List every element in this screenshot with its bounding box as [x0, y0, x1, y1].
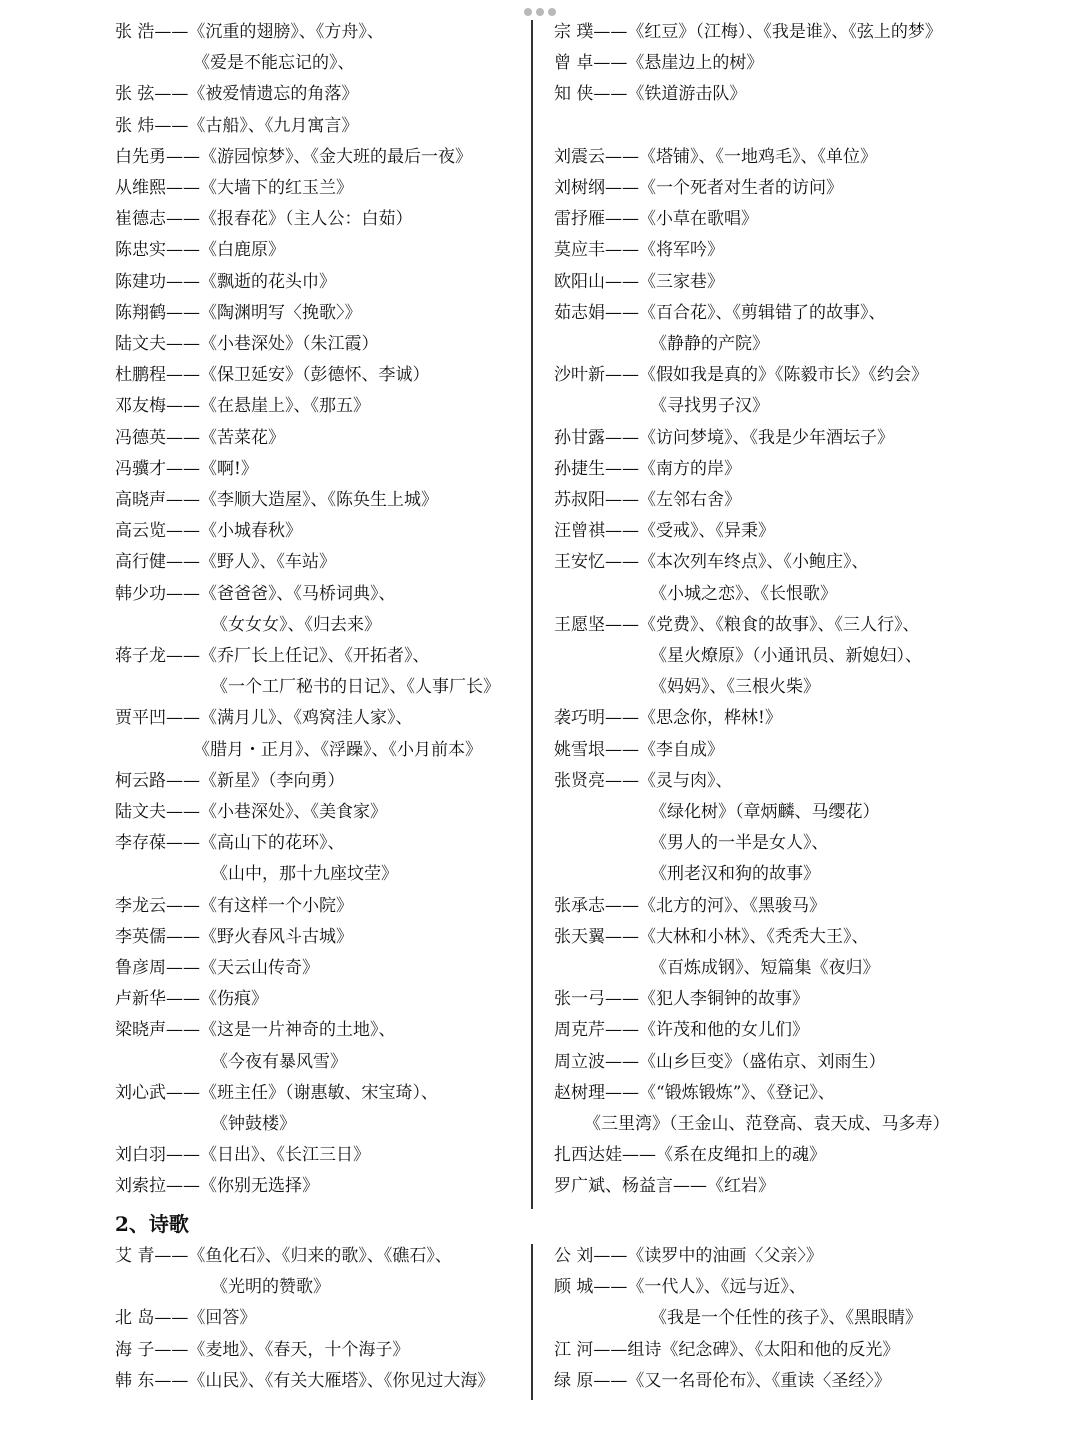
entry-line: 王愿坚——《党费》、《粮食的故事》、《三人行》、	[554, 614, 920, 635]
entry-line: 刘心武——《班主任》（谢惠敏、宋宝琦）、	[115, 1082, 438, 1103]
entry-line: 《小城之恋》、《长恨歌》	[650, 583, 837, 604]
entry-line: 刘白羽——《日出》、《长江三日》	[115, 1145, 370, 1166]
entry-line: 《星火燎原》（小通讯员、新媳妇）、	[650, 646, 922, 666]
page-indicator	[524, 8, 556, 16]
entry-line: 《一个工厂秘书的日记》、《人事厂长》	[211, 677, 500, 698]
entry-line: 王安忆——《本次列车终点》、《小鲍庄》、	[554, 552, 869, 573]
entry-line: 艾 青——《鱼化石》、《归来的歌》、《礁石》、	[115, 1246, 452, 1266]
entry-line: 《男人的一半是女人》、	[650, 833, 829, 854]
entry-line: 孙甘露——《访问梦境》、《我是少年酒坛子》	[554, 427, 894, 448]
entry-line: 冯骥才——《啊!》	[115, 458, 258, 479]
entry-line: 江 河——组诗《纪念碑》、《太阳和他的反光》	[554, 1339, 900, 1360]
entry-line: 袭巧明——《思念你，桦林!》	[554, 708, 782, 729]
entry-line: 沙叶新——《假如我是真的》《陈毅市长》《约会》	[554, 365, 928, 386]
entry-line: 《静静的产院》	[650, 334, 769, 354]
entry-line: 《钟鼓楼》	[211, 1114, 296, 1134]
entry-line: 《爱是不能忘记的》、	[193, 53, 355, 74]
entry-line: 《今夜有暴风雪》	[211, 1051, 347, 1072]
entry-line: 茹志娟——《百合花》、《剪辑错了的故事》、	[554, 302, 886, 323]
entry-line: 张 浩——《沉重的翅膀》、《方舟》、	[115, 22, 384, 42]
entry-line: 姚雪垠——《李自成》	[554, 739, 724, 760]
entry-line: 蒋子龙——《乔厂长上任记》、《开拓者》、	[115, 646, 430, 666]
entry-line: 张贤亮——《灵与肉》、	[554, 770, 733, 791]
entry-line: 梁晓声——《这是一片神奇的土地》、	[115, 1020, 396, 1041]
dot-3	[548, 8, 556, 16]
entry-line: 赵树理——《“锻炼锻炼”》、《登记》、	[554, 1082, 835, 1103]
column-divider-bottom	[531, 1244, 533, 1400]
entry-line: 《妈妈》、《三根火柴》	[650, 677, 820, 698]
entry-line: 《刑老汉和狗的故事》	[650, 864, 820, 885]
entry-line: 知 侠——《铁道游击队》	[554, 84, 747, 105]
entry-line: 《山中，那十九座坟茔》	[211, 864, 398, 885]
entry-line: 《腊月・正月》、《浮躁》、《小月前本》	[193, 739, 482, 760]
entry-line: 雷抒雁——《小草在歌唱》	[554, 209, 758, 230]
entry-line: 白先勇——《游园惊梦》、《金大班的最后一夜》	[115, 146, 472, 167]
entry-line: 周立波——《山乡巨变》（盛佑京、刘雨生）	[554, 1051, 886, 1072]
section-title-poetry: 2、诗歌	[115, 1212, 189, 1236]
column-divider-top	[531, 20, 533, 1209]
entry-line: 公 刘——《读罗中的油画〈父亲〉》	[554, 1246, 823, 1266]
entry-line: 宗 璞——《红豆》（江梅）、《我是谁》、《弦上的梦》	[554, 22, 942, 42]
entry-line: 韩少功——《爸爸爸》、《马桥词典》、	[115, 583, 396, 604]
entry-line: 《光明的赞歌》	[211, 1277, 330, 1298]
entry-line: 从维熙——《大墙下的红玉兰》	[115, 178, 353, 198]
entry-line: 张一弓——《犯人李铜钟的故事》	[554, 989, 809, 1010]
entry-line: 陆文夫——《小巷深处》、《美食家》	[115, 802, 387, 822]
entry-line: 欧阳山——《三家巷》	[554, 271, 724, 292]
entry-line: 刘树纲——《一个死者对生者的访问》	[554, 178, 843, 198]
entry-line: 曾 卓——《悬崖边上的树》	[554, 53, 764, 74]
entry-line: 鲁彦周——《天云山传奇》	[115, 958, 319, 978]
entry-line: 贾平凹——《满月儿》、《鸡窝洼人家》、	[115, 708, 413, 729]
entry-line: 张 炜——《古船》、《九月寓言》	[115, 115, 359, 136]
entry-line: 韩 东——《山民》、《有关大雁塔》、《你见过大海》	[115, 1370, 495, 1391]
entry-line: 刘震云——《塔铺》、《一地鸡毛》、《单位》	[554, 146, 877, 167]
entry-line: 顾 城——《一代人》、《远与近》、	[554, 1277, 806, 1298]
entry-line: 李英儒——《野火春风斗古城》	[115, 926, 353, 947]
entry-line: 邓友梅——《在悬崖上》、《那五》	[115, 396, 370, 417]
entry-line: 李存葆——《高山下的花环》、	[115, 833, 345, 854]
entry-line: 张天翼——《大林和小林》、《秃秃大王》、	[554, 926, 869, 947]
entry-line: 陈忠实——《白鹿原》	[115, 240, 285, 261]
entry-line: 李龙云——《有这样一个小院》	[115, 895, 353, 916]
entry-line: 卢新华——《伤痕》	[115, 989, 268, 1010]
entry-line: 海 子——《麦地》、《春天，十个海子》	[115, 1339, 410, 1360]
entry-line: 冯德英——《苦菜花》	[115, 427, 285, 448]
entry-line: 《三里湾》（王金山、范登高、袁天成、马多寿）	[584, 1114, 950, 1134]
entry-line: 陈建功——《飘逝的花头巾》	[115, 271, 336, 292]
entry-line: 刘索拉——《你别无选择》	[115, 1176, 319, 1197]
dot-2	[536, 8, 544, 16]
entry-line: 扎西达娃——《系在皮绳扣上的魂》	[554, 1145, 826, 1166]
entry-line: 高云览——《小城春秋》	[115, 521, 302, 542]
entry-line: 杜鹏程——《保卫延安》（彭德怀、李诚）	[115, 365, 430, 386]
entry-line: 苏叔阳——《左邻右舍》	[554, 490, 741, 510]
entry-line: 《寻找男子汉》	[650, 396, 769, 417]
entry-line: 高晓声——《李顺大造屋》、《陈奂生上城》	[115, 490, 438, 510]
entry-line: 陈翔鹤——《陶渊明写〈挽歌〉》	[115, 302, 362, 323]
entry-line: 北 岛——《回答》	[115, 1308, 257, 1329]
entry-line: 柯云路——《新星》（李向勇）	[115, 770, 345, 791]
entry-line: 绿 原——《又一名哥伦布》、《重读〈圣经〉》	[554, 1370, 891, 1391]
entry-line: 《绿化树》（章炳麟、马缨花）	[650, 802, 880, 822]
entry-line: 《女女女》、《归去来》	[211, 614, 381, 635]
entry-line: 汪曾祺——《受戒》、《异秉》	[554, 521, 775, 542]
entry-line: 陆文夫——《小巷深处》（朱江霞）	[115, 334, 379, 354]
entry-line: 莫应丰——《将军吟》	[554, 240, 724, 261]
entry-line: 张 弦——《被爱情遗忘的角落》	[115, 84, 359, 105]
entry-line: 罗广斌、杨益言——《红岩》	[554, 1176, 775, 1197]
entry-line: 《我是一个任性的孩子》、《黑眼睛》	[650, 1308, 922, 1329]
entry-line: 孙捷生——《南方的岸》	[554, 458, 741, 479]
entry-line: 张承志——《北方的河》、《黑骏马》	[554, 895, 826, 916]
dot-1	[524, 8, 532, 16]
entry-line: 《百炼成钢》、短篇集《夜归》	[650, 958, 880, 978]
entry-line: 高行健——《野人》、《车站》	[115, 552, 336, 573]
entry-line: 崔德志——《报春花》（主人公：白茹）	[115, 209, 413, 230]
entry-line: 周克芹——《许茂和他的女儿们》	[554, 1020, 809, 1041]
